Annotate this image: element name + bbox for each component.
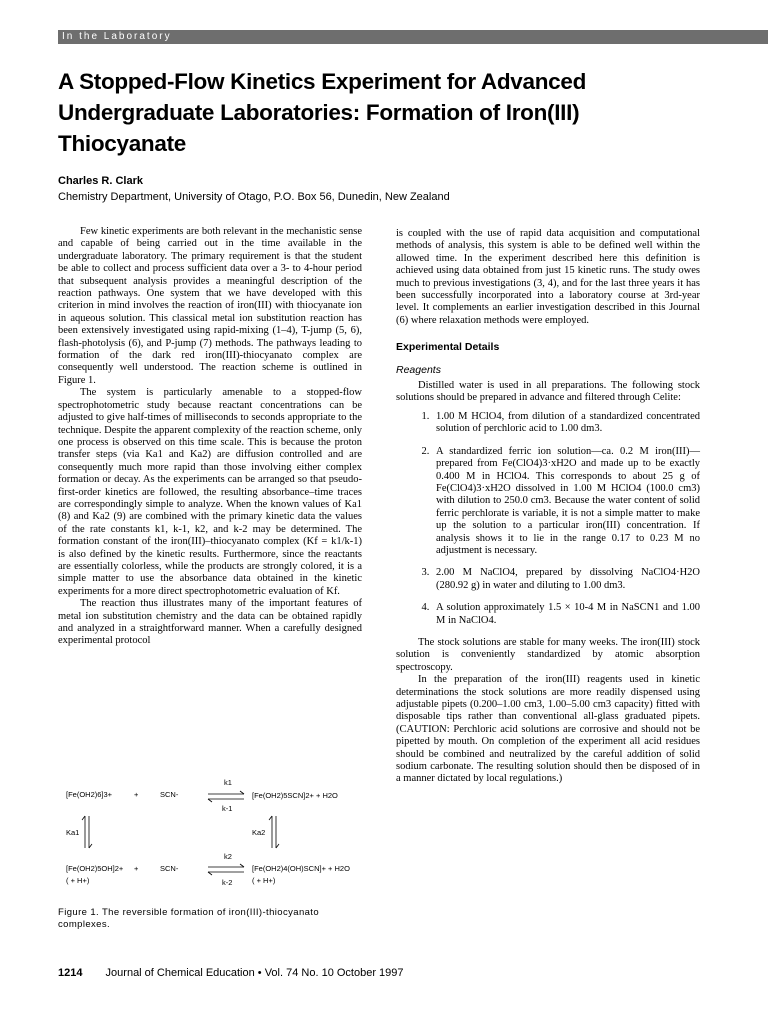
reaction-scheme-figure: [58, 770, 368, 900]
body-paragraph: The system is particularly amenable to a stopped-flow spectrophotometric study because reactant concentrations can be adjusted to give half-times of milliseconds to seconds appropriate to the technique. Despite the apparent complexity of the reaction scheme, only one process is observed on this time scale. This is because the proton transfer steps (via Ka1 and Ka2) are diffusion controlled and are consequently much more rapid than those involving either complex formation or decay. As the experiments can be arranged so that pseudo-first-order kinetics are followed, the resulting absorbance–time traces are correspondingly simple to analyze. When the known values of Ka1 (8) and Ka2 (9) are combined with the primary kinetic data the values of the rate constants k1, k-1, k2, and k-2 may be determined. The formation constant of the iron(III)–thiocyanato complex (Kf = k1/k-1) is also defined by the kinetic results. Furthermore, since the reactants are essentially colorless, while the products are strongly colored, it is a simple matter to use the absorbance data obtained in the kinetic experiments for a more direct spectrophotometric evaluation of Kf.: [58, 387, 362, 597]
reactant-hexaaqua-iron: [Fe(OH2)6]3+: [66, 790, 113, 799]
stock-solution-item: 3. 2.00 M NaClO4, prepared by dissolving NaClO4·H2O (280.92 g) in water and diluting to 1.00 dm3.: [432, 567, 700, 592]
arrowhead: [82, 816, 85, 820]
body-paragraph: Distilled water is used in all preparations. The following stock solutions should be prepared in advance and filtered through Celite:: [396, 380, 700, 404]
page-number: 1214: [58, 967, 83, 979]
page-footer: [58, 967, 404, 979]
product-thiocyanato-complex: [Fe(OH2)5SCN]2+ + H2O: [252, 791, 338, 800]
article-title: [58, 66, 718, 159]
proton-note: ( + H+): [252, 876, 276, 885]
rate-constant-k-2: k-2: [222, 878, 233, 887]
acid-constant-ka2: Ka2: [252, 828, 266, 837]
title-line: Undergraduate Laboratories: Formation of Iron(III): [58, 100, 580, 125]
rate-constant-k1: k1: [224, 778, 232, 787]
reactant-hydroxo-iron: [Fe(OH2)5OH]2+: [66, 864, 124, 873]
right-column: [396, 228, 700, 786]
arrowhead: [276, 844, 279, 848]
left-column: [58, 226, 362, 648]
author-name: Charles R. Clark: [58, 175, 143, 187]
stock-solution-item: 2. A standardized ferric ion solution—ca. 0.2 M iron(III)—prepared from Fe(ClO4)3·xH2O and made up to be exactly 0.400 M in HClO4. This corresponds to about 25 g of Fe(ClO4)3·xH2O dissolved in 1.00 M HClO4 (100.0 cm3) with dilution to 250.0 cm3. Because the water content of solid ferric perchlorate is variable, it is not a simple matter to make up the solution to a particular iron(III) concentration. If analysis shows it to lie in the range 0.17 to 0.23 M no adjustment is necessary.: [432, 446, 700, 558]
body-paragraph: The reaction thus illustrates many of the important features of metal ion substitution chemistry and the data can be obtained rapidly and analyzed in a straightforward manner. When a carefully designed experimental protocol: [58, 598, 362, 647]
proton-note: ( + H+): [66, 876, 90, 885]
plus-sign: +: [134, 790, 139, 799]
stock-solution-item: 4. A solution approximately 1.5 × 10-4 M in NaSCN1 and 1.00 M in NaClO4.: [432, 602, 700, 627]
product-hydroxo-thiocyanato-complex: [Fe(OH2)4(OH)SCN]+ + H2O: [252, 864, 350, 873]
author-affiliation: Chemistry Department, University of Otago, P.O. Box 56, Dunedin, New Zealand: [58, 191, 450, 203]
arrowhead: [89, 844, 92, 848]
thiocyanate-ion: SCN-: [160, 790, 179, 799]
acid-constant-ka1: Ka1: [66, 828, 80, 837]
body-paragraph: Few kinetic experiments are both relevant in the mechanistic sense and capable of being carried out in the time available in the undergraduate laboratory. The primary requirement is that the student be able to collect and process sufficient data over a 3- to 4-hour period that subsequent analysis provides a meaningful description of the reaction pathways. One system that we have developed with this criterion in mind involves the reaction of iron(III) with thiocyanate ion in aqueous solution. This classical metal ion substitution reaction has been extensively investigated using rapid-mixing (1–4), T-jump (5, 6), flash-photolysis (6), and P-jump (7) methods. The pathways leading to formation of the dark red iron(III)-thiocyanato complex are consequently well understood. The reaction scheme is outlined in Figure 1.: [58, 226, 362, 386]
stock-solution-item: 1. 1.00 M HClO4, from dilution of a standardized concentrated solution of perchloric acid to 1.00 dm3.: [432, 411, 700, 436]
subsection-heading-reagents: Reagents: [396, 363, 441, 376]
section-heading-experimental: Experimental Details: [396, 341, 500, 354]
figure-caption: Figure 1. The reversible formation of iron(III)-thiocyanato complexes.: [58, 907, 320, 930]
body-paragraph: is coupled with the use of rapid data acquisition and computational methods of analysis, this system is able to be defined well within the allowed time. In the experiment described here this definition is achieved using data obtained from just 15 kinetic runs. The study owes much to previous investigations (3, 4), and for the last three years it has been successfully incorporated into a laboratory course at 3rd-year level. It complements an earlier investigation described in this Journal (6) where relaxation methods were employed.: [396, 228, 700, 326]
body-paragraph: The stock solutions are stable for many weeks. The iron(III) stock solution is conveniently standardized by atomic absorption spectroscopy.: [396, 636, 700, 673]
title-line: Thiocyanate: [58, 131, 186, 156]
arrowhead: [269, 816, 272, 820]
title-line: A Stopped-Flow Kinetics Experiment for Advanced: [58, 69, 587, 94]
stock-solution-list: [396, 411, 700, 627]
plus-sign: +: [134, 864, 139, 873]
forward-arrowhead: [240, 791, 244, 794]
reverse-arrowhead: [208, 799, 212, 802]
journal-citation: Journal of Chemical Education • Vol. 74 No. 10 October 1997: [105, 967, 404, 979]
rate-constant-k-1: k-1: [222, 804, 233, 813]
section-label: In the Laboratory: [58, 30, 768, 44]
body-paragraph: In the preparation of the iron(III) reagents used in kinetic determinations the stock solutions are more readily dispensed using adjustable pipets (0.200–1.00 cm3, 1.00–5.00 cm3 capacity) fitted with disposable tips rather than conventional all-glass graduated pipets. (CAUTION: Perchloric acid solutions are corrosive and should not be pipetted by mouth. On completion of the experiment all acid residues should be combined and neutralized by the careful addition of solid sodium carbonate. The resulting solution should then be disposed of in a manner dictated by local regulations.): [396, 674, 700, 785]
rate-constant-k2: k2: [224, 852, 232, 861]
forward-arrowhead: [240, 864, 244, 867]
reverse-arrowhead: [208, 872, 212, 875]
thiocyanate-ion: SCN-: [160, 864, 179, 873]
